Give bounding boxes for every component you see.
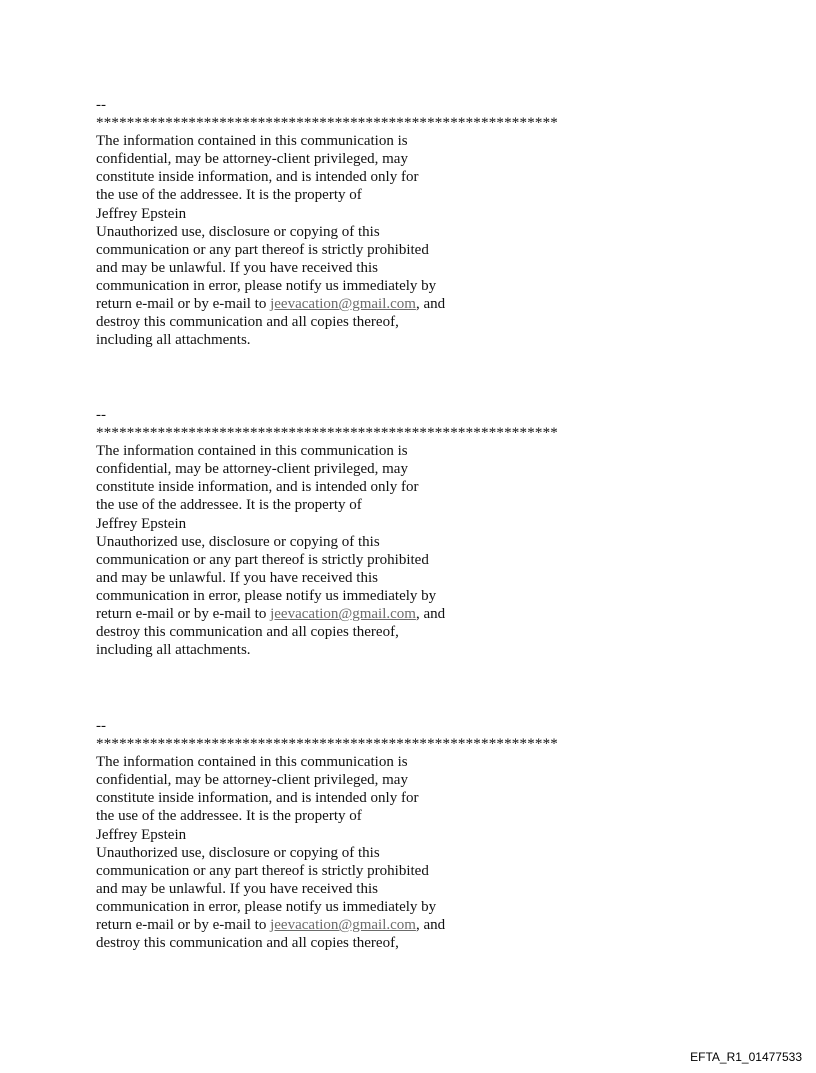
disclaimer-block-2 bbox=[96, 406, 696, 659]
email-suffix-text: , and bbox=[415, 296, 446, 313]
disclaimer-line: the use of the addressee. It is the property of bbox=[96, 187, 362, 204]
email-prefix-text: return e-mail or by e-mail to bbox=[96, 606, 271, 623]
separator-dashes: -- bbox=[96, 97, 106, 113]
disclaimer-line: The information contained in this communication is bbox=[96, 754, 408, 771]
disclaimer-line: including all attachments. bbox=[96, 332, 251, 349]
email-link[interactable]: jeevacation@gmail.com bbox=[270, 917, 416, 934]
disclaimer-line: and may be unlawful. If you have received this bbox=[96, 259, 378, 276]
email-suffix-text: , and bbox=[415, 606, 446, 623]
disclaimer-line: constitute inside information, and is intended only for bbox=[96, 479, 419, 496]
disclaimer-line: Jeffrey Epstein bbox=[96, 205, 187, 222]
disclaimer-line: and may be unlawful. If you have received this bbox=[96, 880, 378, 897]
disclaimer-line: and may be unlawful. If you have received this bbox=[96, 569, 378, 586]
disclaimer-line: Jeffrey Epstein bbox=[96, 826, 187, 843]
disclaimer-line: communication in error, please notify us immediately by bbox=[96, 277, 437, 294]
email-link[interactable]: jeevacation@gmail.com bbox=[270, 296, 416, 313]
email-link[interactable]: jeevacation@gmail.com bbox=[270, 606, 416, 623]
disclaimer-line: confidential, may be attorney-client privileged, may bbox=[96, 461, 408, 478]
disclaimer-line: Unauthorized use, disclosure or copying of this bbox=[96, 533, 380, 550]
email-line bbox=[96, 916, 696, 934]
disclaimer-line: communication or any part thereof is strictly prohibited bbox=[96, 551, 429, 568]
disclaimer-line: The information contained in this communication is bbox=[96, 133, 408, 150]
email-prefix-text: return e-mail or by e-mail to bbox=[96, 917, 271, 934]
disclaimer-line: Jeffrey Epstein bbox=[96, 515, 187, 532]
disclaimer-line: confidential, may be attorney-client privileged, may bbox=[96, 151, 408, 168]
asterisk-divider: ************************************************************ bbox=[96, 425, 558, 442]
disclaimer-line: communication or any part thereof is strictly prohibited bbox=[96, 241, 429, 258]
email-prefix-text: return e-mail or by e-mail to bbox=[96, 296, 271, 313]
email-suffix-text: , and bbox=[415, 917, 446, 934]
disclaimer-block-1 bbox=[96, 96, 696, 349]
separator-dashes: -- bbox=[96, 407, 106, 423]
disclaimer-line: The information contained in this communication is bbox=[96, 443, 408, 460]
disclaimer-line: including all attachments. bbox=[96, 642, 251, 659]
asterisk-divider: ************************************************************ bbox=[96, 736, 558, 753]
disclaimer-line: confidential, may be attorney-client privileged, may bbox=[96, 772, 408, 789]
email-line bbox=[96, 295, 696, 313]
disclaimer-line: Unauthorized use, disclosure or copying of this bbox=[96, 223, 380, 240]
disclaimer-line: destroy this communication and all copies thereof, bbox=[96, 624, 399, 641]
disclaimer-line: the use of the addressee. It is the property of bbox=[96, 808, 362, 825]
separator-dashes: -- bbox=[96, 718, 106, 734]
asterisk-divider: ************************************************************ bbox=[96, 115, 558, 132]
disclaimer-line: Unauthorized use, disclosure or copying of this bbox=[96, 844, 380, 861]
disclaimer-line: destroy this communication and all copies thereof, bbox=[96, 935, 399, 952]
email-line bbox=[96, 605, 696, 623]
disclaimer-line: communication in error, please notify us immediately by bbox=[96, 898, 437, 915]
disclaimer-line: communication in error, please notify us immediately by bbox=[96, 587, 437, 604]
disclaimer-line: constitute inside information, and is intended only for bbox=[96, 169, 419, 186]
document-id: EFTA_R1_01477533 bbox=[690, 1050, 802, 1064]
disclaimer-line: the use of the addressee. It is the property of bbox=[96, 497, 362, 514]
disclaimer-line: destroy this communication and all copies thereof, bbox=[96, 314, 399, 331]
disclaimer-line: communication or any part thereof is strictly prohibited bbox=[96, 862, 429, 879]
disclaimer-block-3 bbox=[96, 717, 696, 952]
disclaimer-line: constitute inside information, and is intended only for bbox=[96, 790, 419, 807]
